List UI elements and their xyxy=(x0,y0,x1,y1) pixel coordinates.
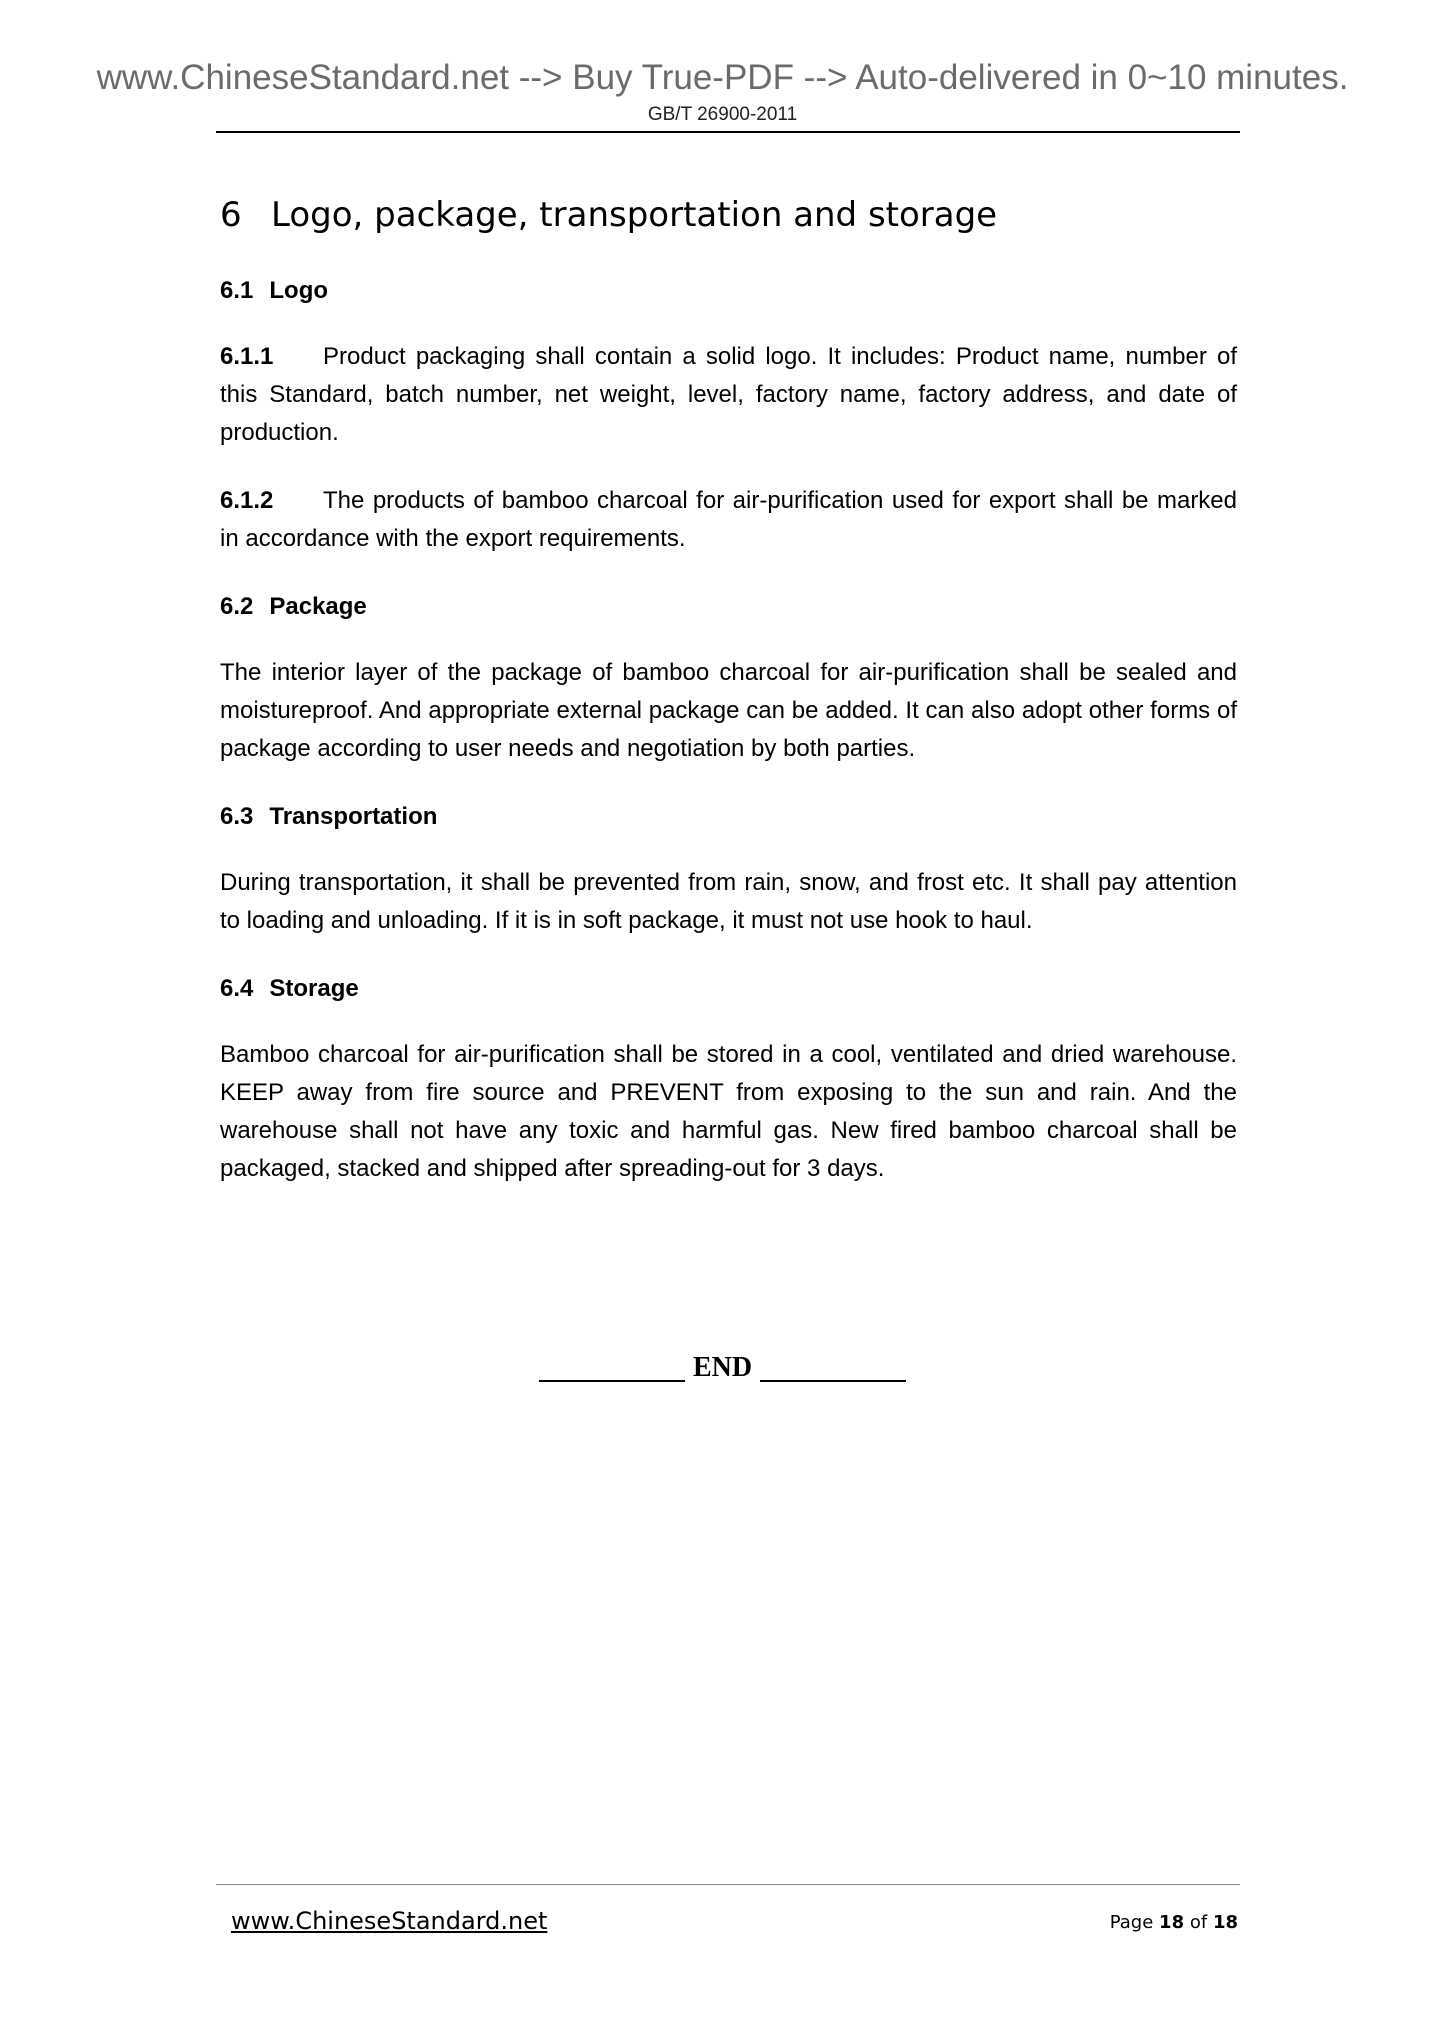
footer-divider xyxy=(216,1884,1240,1885)
section-heading-transportation xyxy=(220,798,1237,836)
transportation-paragraph: During transportation, it shall be prevented from rain, snow, and frost etc. It shall pay attention to loading and unloading. If it is in soft package, it must not use hook to haul. xyxy=(220,869,1237,934)
page-total: 18 xyxy=(1212,1912,1238,1933)
section-title: Transportation xyxy=(269,803,438,830)
package-paragraph: The interior layer of the package of bamboo charcoal for air-purification shall be sealed and moistureproof. And appropriate external package can be added. It can also adopt other forms of package according to user needs and negotiation by both parties. xyxy=(220,659,1237,762)
clause-number: 6.1.1 xyxy=(220,343,274,370)
page-prefix: Page xyxy=(1109,1912,1154,1933)
section-number: 6.4 xyxy=(220,975,254,1002)
section-heading-package xyxy=(220,588,1237,626)
page-current: 18 xyxy=(1159,1912,1185,1933)
section-heading-storage xyxy=(220,970,1237,1008)
clause-text: The products of bamboo charcoal for air-purification used for export shall be marked in accordance with the export requirements. xyxy=(220,487,1237,552)
document-body xyxy=(220,180,1237,1218)
footer-site-link[interactable]: www.ChineseStandard.net xyxy=(231,1907,548,1935)
section-title: Logo xyxy=(269,277,329,304)
page-separator: of xyxy=(1189,1912,1208,1933)
section-number: 6.3 xyxy=(220,803,254,830)
section-number: 6.2 xyxy=(220,593,254,620)
page-number xyxy=(1110,1910,1238,1936)
chapter-title-text: Logo, package, transportation and storage xyxy=(271,195,998,235)
end-marker xyxy=(0,1348,1445,1388)
header-divider xyxy=(216,131,1240,133)
storage-paragraph: Bamboo charcoal for air-purification shall be stored in a cool, ventilated and dried warehouse. KEEP away from fire source and PREVENT from exposing to the sun and rain. And the warehouse shall not have any toxic and harmful gas. New fired bamboo charcoal shall be packaged, stacked and shipped after spreading-out for 3 days. xyxy=(220,1041,1237,1182)
chapter-number: 6 xyxy=(220,195,242,235)
end-text: END xyxy=(692,1352,753,1383)
end-rule-right xyxy=(760,1380,906,1382)
section-heading-logo xyxy=(220,272,1237,310)
section-title: Storage xyxy=(269,975,359,1002)
clause-6-1-2 xyxy=(220,482,1237,558)
section-number: 6.1 xyxy=(220,277,254,304)
clause-6-1-1 xyxy=(220,338,1237,452)
chapter-title xyxy=(220,180,1237,250)
site-banner: www.ChineseStandard.net --> Buy True-PDF --> Auto-delivered in 0~10 minutes. xyxy=(96,58,1349,97)
standard-code: GB/T 26900-2011 xyxy=(647,104,798,125)
clause-number: 6.1.2 xyxy=(220,487,274,514)
section-title: Package xyxy=(269,593,367,620)
clause-text: Product packaging shall contain a solid logo. It includes: Product name, number of this Standard, batch number, net weight, level, factory name, factory address, and date of production. xyxy=(220,343,1237,446)
end-rule-left xyxy=(539,1380,685,1382)
